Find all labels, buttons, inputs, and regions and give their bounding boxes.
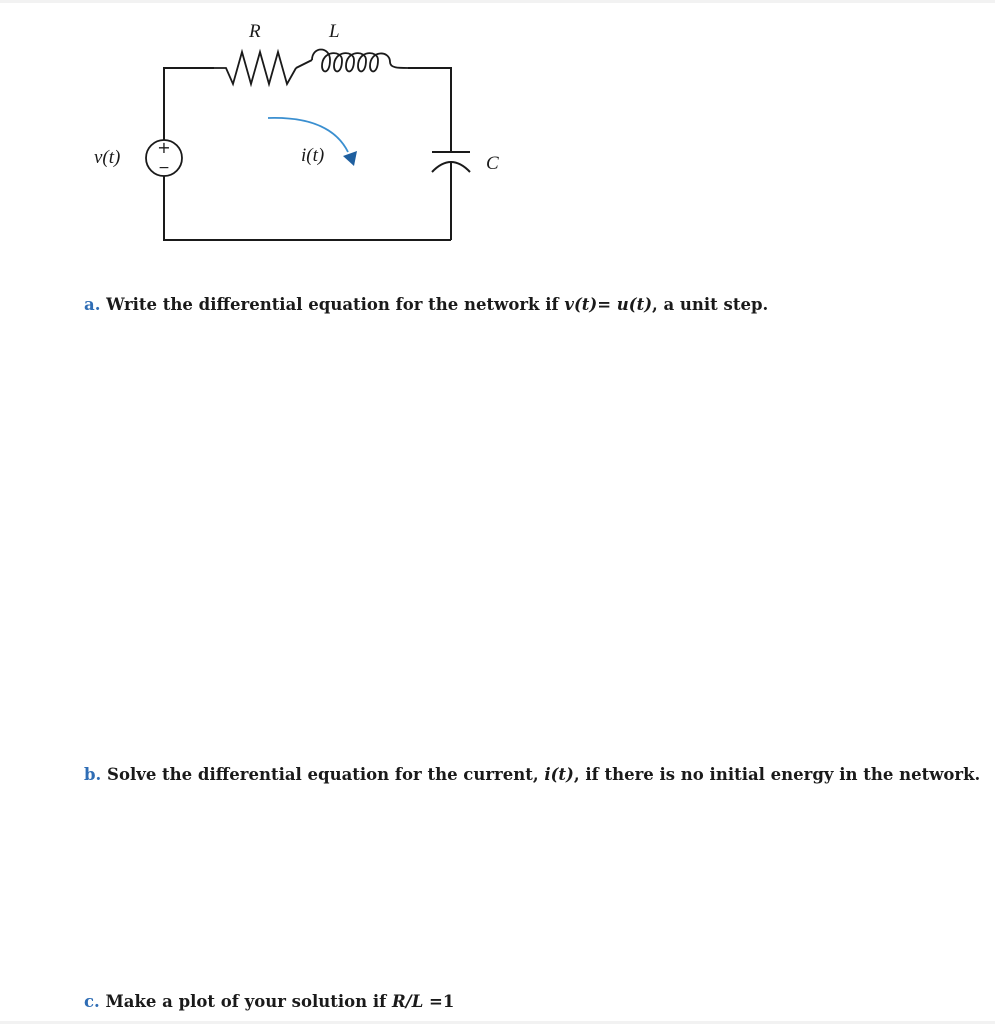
- question-c-math-1: R/L: [391, 992, 424, 1011]
- source-minus-sign: −: [158, 160, 170, 176]
- wire-top-left: [164, 68, 214, 140]
- wire-r-to-l: [296, 60, 312, 68]
- question-a-math-2: u(t): [616, 295, 652, 314]
- current-arrow-head: [343, 151, 357, 166]
- wire-top-right: [408, 68, 451, 152]
- source-label: v(t): [94, 147, 121, 168]
- question-a-math-1: v(t): [564, 295, 598, 314]
- inductor-label: L: [329, 21, 340, 42]
- voltage-source: [146, 138, 182, 176]
- question-b: [84, 765, 980, 785]
- question-a-text-3: , a unit step.: [652, 295, 769, 314]
- inductor-symbol: [312, 50, 408, 72]
- question-b-text-2: , if there is no initial energy in the network.: [573, 765, 981, 784]
- source-plus-sign: +: [157, 138, 171, 157]
- current-label: i(t): [301, 145, 325, 166]
- question-c-text-1: Make a plot of your solution if: [99, 992, 392, 1011]
- question-a-text-2: =: [597, 295, 617, 314]
- question-b-text-1: Solve the differential equation for the current,: [101, 765, 545, 784]
- question-a-text-1: Write the differential equation for the network if: [100, 295, 565, 314]
- question-c: [84, 992, 454, 1012]
- resistor-label: R: [249, 21, 261, 42]
- question-c-letter: c.: [84, 992, 100, 1011]
- question-c-text-2: =1: [423, 992, 455, 1011]
- resistor-symbol: [214, 52, 296, 84]
- rlc-circuit-diagram: [0, 0, 995, 270]
- question-a-letter: a.: [84, 295, 101, 314]
- question-b-letter: b.: [84, 765, 102, 784]
- capacitor-label: C: [486, 153, 499, 174]
- question-b-math-1: i(t): [544, 765, 574, 784]
- question-a: [84, 295, 768, 315]
